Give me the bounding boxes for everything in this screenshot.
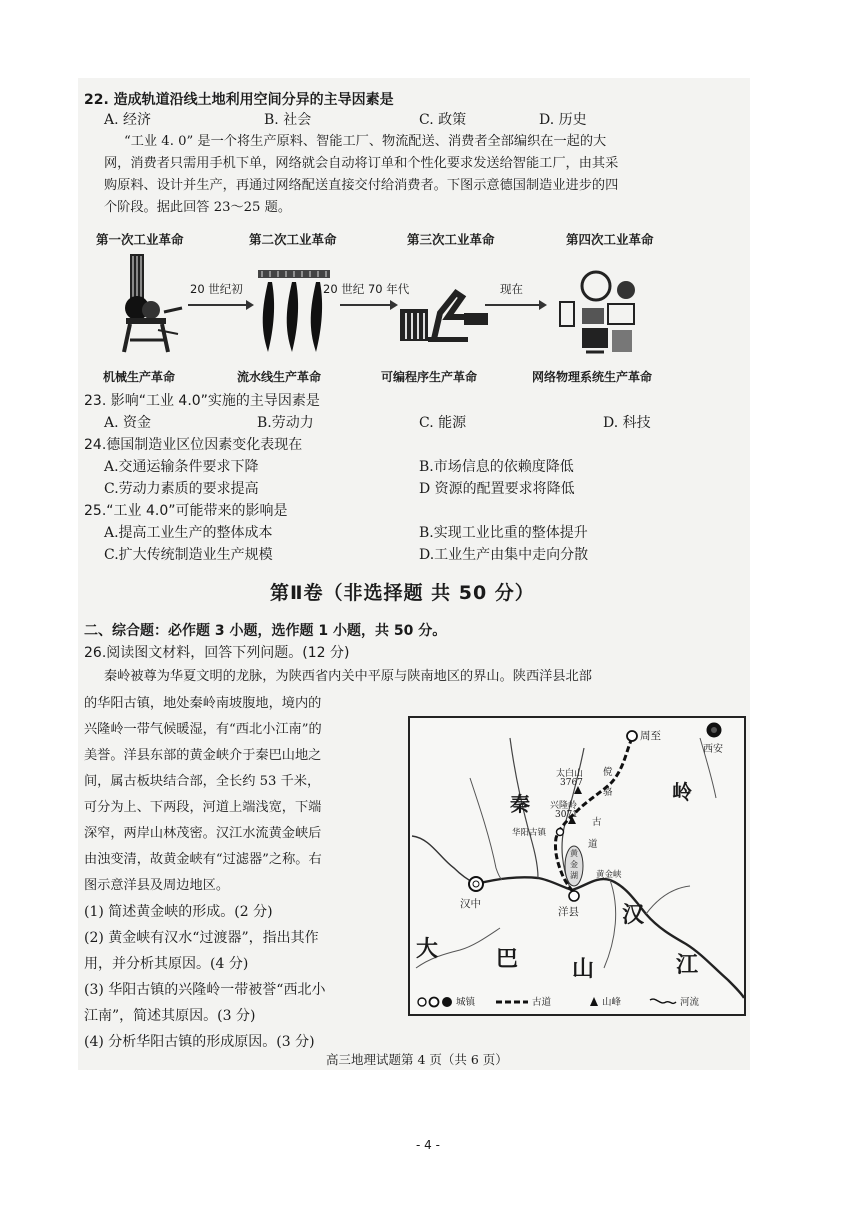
map-label-huangjin: 黄金峡 (596, 870, 622, 880)
q26-material-line-3: 兴隆岭一带气候暖湿，有“西北小江南”的 (84, 722, 322, 737)
map-label-huayang: 华阳古镇 (512, 828, 547, 838)
map-label-zhouzhi: 周至 (640, 730, 661, 742)
q22-stem: 22. 造成轨道沿线土地利用空间分异的主导因素是 (84, 92, 394, 108)
q23-stem: 23. 影响“工业 4.0”实施的主导因素是 (84, 393, 320, 409)
q22-option-b: B. 社会 (264, 112, 312, 128)
q26-material-line-2: 的华阳古镇，地处秦岭南坡腹地，境内的 (84, 696, 322, 711)
q24-option-c: C.劳动力素质的要求提高 (104, 481, 259, 497)
q22-option-c: C. 政策 (419, 112, 467, 128)
map-label-hanzhong: 汉中 (460, 898, 481, 910)
q25-option-a: A.提高工业生产的整体成本 (104, 525, 273, 541)
map-hanjiang-char: 汉 (622, 903, 645, 928)
map-qinling-char: 秦 (510, 792, 530, 816)
q24-option-b: B.市场信息的依赖度降低 (419, 459, 574, 475)
map-reservoir-char: 湖 (570, 871, 578, 880)
map-bashan-char: 山 (572, 957, 595, 982)
map-road-char: 道 (588, 839, 598, 850)
q25-option-d: D.工业生产由集中走向分散 (419, 547, 589, 563)
intro-line-3: 购原料、设计并生产，再通过网络配送直接交付给消费者。下图示意德国制造业进步的四 (104, 178, 619, 193)
map-label-xinglong-elevation: 3071 (555, 810, 578, 820)
q26-material-line-7: 深窄，两岸山林茂密。汉江水流黄金峡后 (84, 826, 322, 841)
q24-option-d: D 资源的配置要求将降低 (419, 481, 575, 497)
q26-material-line-9: 图示意洋县及周边地区。 (84, 878, 230, 893)
map-qinling-char: 岭 (672, 780, 692, 804)
q22-option-d: D. 历史 (539, 112, 587, 128)
arrow-label-3: 现在 (500, 282, 523, 296)
map-label-xian: 西安 (703, 744, 723, 755)
q26-sub-3b: 江南”，简述其原因。(3 分) (84, 1008, 256, 1024)
q26-material-line-8: 由浊变清，故黄金峡有“过滤器”之称。右 (84, 852, 322, 867)
assembly-line-illustration (256, 268, 332, 358)
q25-option-c: C.扩大传统制造业生产规模 (104, 547, 273, 563)
q26-sub-1: (1) 简述黄金峡的形成。(2 分) (84, 904, 273, 920)
q22-option-a: A. 经济 (104, 112, 152, 128)
arrow-right-icon (485, 298, 547, 312)
arrow-right-icon (188, 298, 254, 312)
stage-3-title: 第三次工业革命 (407, 232, 495, 247)
map-road-char: 骆 (603, 787, 613, 798)
map-legend-road: 古道 (532, 997, 552, 1008)
section-2-heading: 二、综合题：必作题 3 小题，选作题 1 小题，共 50 分。 (84, 623, 447, 639)
arrow-right-icon (340, 298, 398, 312)
page-footer: 高三地理试题第 4 页（共 6 页） (326, 1052, 508, 1067)
q23-option-b: B.劳动力 (257, 415, 314, 431)
q26-sub-2a: (2) 黄金峡有汉水“过渡器”，指出其作 (84, 930, 319, 946)
map-legend-river: 河流 (680, 997, 700, 1008)
q26-sub-3a: (3) 华阳古镇的兴隆岭一带被誉“西北小 (84, 982, 326, 998)
stage-3-caption: 可编程序生产革命 (381, 370, 478, 384)
map-bashan-char: 大 (416, 937, 439, 962)
intro-line-1: “工业 4. 0” 是一个将生产原料、智能工厂、物流配送、消费者全部编织在一起的大 (124, 134, 607, 149)
stage-4-caption: 网络物理系统生产革命 (532, 370, 653, 384)
section-2-title: 第Ⅱ卷（非选择题 共 50 分） (270, 582, 535, 604)
map-label-taibai: 太白山 (556, 769, 584, 779)
q23-option-a: A. 资金 (104, 415, 152, 431)
map-reservoir-char: 黄 (570, 849, 578, 858)
map-label-taibai-elevation: 3767 (560, 778, 583, 788)
stage-2-title: 第二次工业革命 (249, 232, 337, 247)
q24-option-a: A.交通运输条件要求下降 (104, 459, 259, 475)
q25-stem: 25.“工业 4.0”可能带来的影响是 (84, 503, 288, 519)
intro-line-2: 网，消费者只需用手机下单，网络就会自动将订单和个性化要求发送给智能工厂，由其采 (104, 156, 619, 171)
stage-4-title: 第四次工业革命 (566, 232, 654, 247)
network-devices-illustration (556, 268, 640, 358)
robot-arm-illustration (398, 283, 490, 343)
q23-option-c: C. 能源 (419, 415, 467, 431)
map-hanjiang-char: 江 (676, 953, 699, 978)
intro-line-4: 个阶段。据此回答 23～25 题。 (104, 200, 292, 215)
q24-stem: 24.德国制造业区位因素变化表现在 (84, 437, 303, 453)
map-label-yangxian: 洋县 (558, 906, 579, 918)
q26-sub-4: (4) 分析华阳古镇的形成原因。(3 分) (84, 1034, 315, 1050)
page-number: - 4 - (416, 1138, 440, 1152)
arrow-label-2: 20 世纪 70 年代 (323, 282, 410, 296)
map-legend-peak: 山峰 (602, 997, 622, 1008)
mechanical-loom-illustration (118, 250, 188, 355)
q26-material-line-4: 美誉。洋县东部的黄金峡介于秦巴山地之 (84, 748, 322, 763)
map-label-xinglong: 兴隆岭 (550, 801, 578, 811)
q26-material-line-6: 可分为上、下两段，河道上端浅宽，下端 (84, 800, 322, 815)
stage-1-caption: 机械生产革命 (103, 370, 176, 384)
map-bashan-char: 巴 (496, 947, 519, 972)
map-road-char: 傥 (603, 767, 613, 778)
q26-sub-2b: 用，并分析其原因。(4 分) (84, 956, 249, 972)
map-road-char: 古 (592, 817, 602, 828)
map-legend-towns: 城镇 (456, 997, 476, 1008)
q26-stem: 26.阅读图文材料，回答下列问题。(12 分) (84, 645, 350, 661)
q26-material-line-1: 秦岭被尊为华夏文明的龙脉，为陕西省内关中平原与陕南地区的界山。陕西洋县北部 (104, 669, 592, 684)
q26-material-line-5: 间，属古板块结合部，全长约 53 千米， (84, 774, 321, 789)
arrow-label-1: 20 世纪初 (190, 282, 243, 296)
map-reservoir-char: 金 (570, 860, 578, 869)
q25-option-b: B.实现工业比重的整体提升 (419, 525, 588, 541)
stage-2-caption: 流水线生产革命 (237, 370, 322, 384)
yangxian-region-map (408, 716, 746, 1016)
stage-1-title: 第一次工业革命 (96, 232, 184, 247)
q23-option-d: D. 科技 (603, 415, 651, 431)
